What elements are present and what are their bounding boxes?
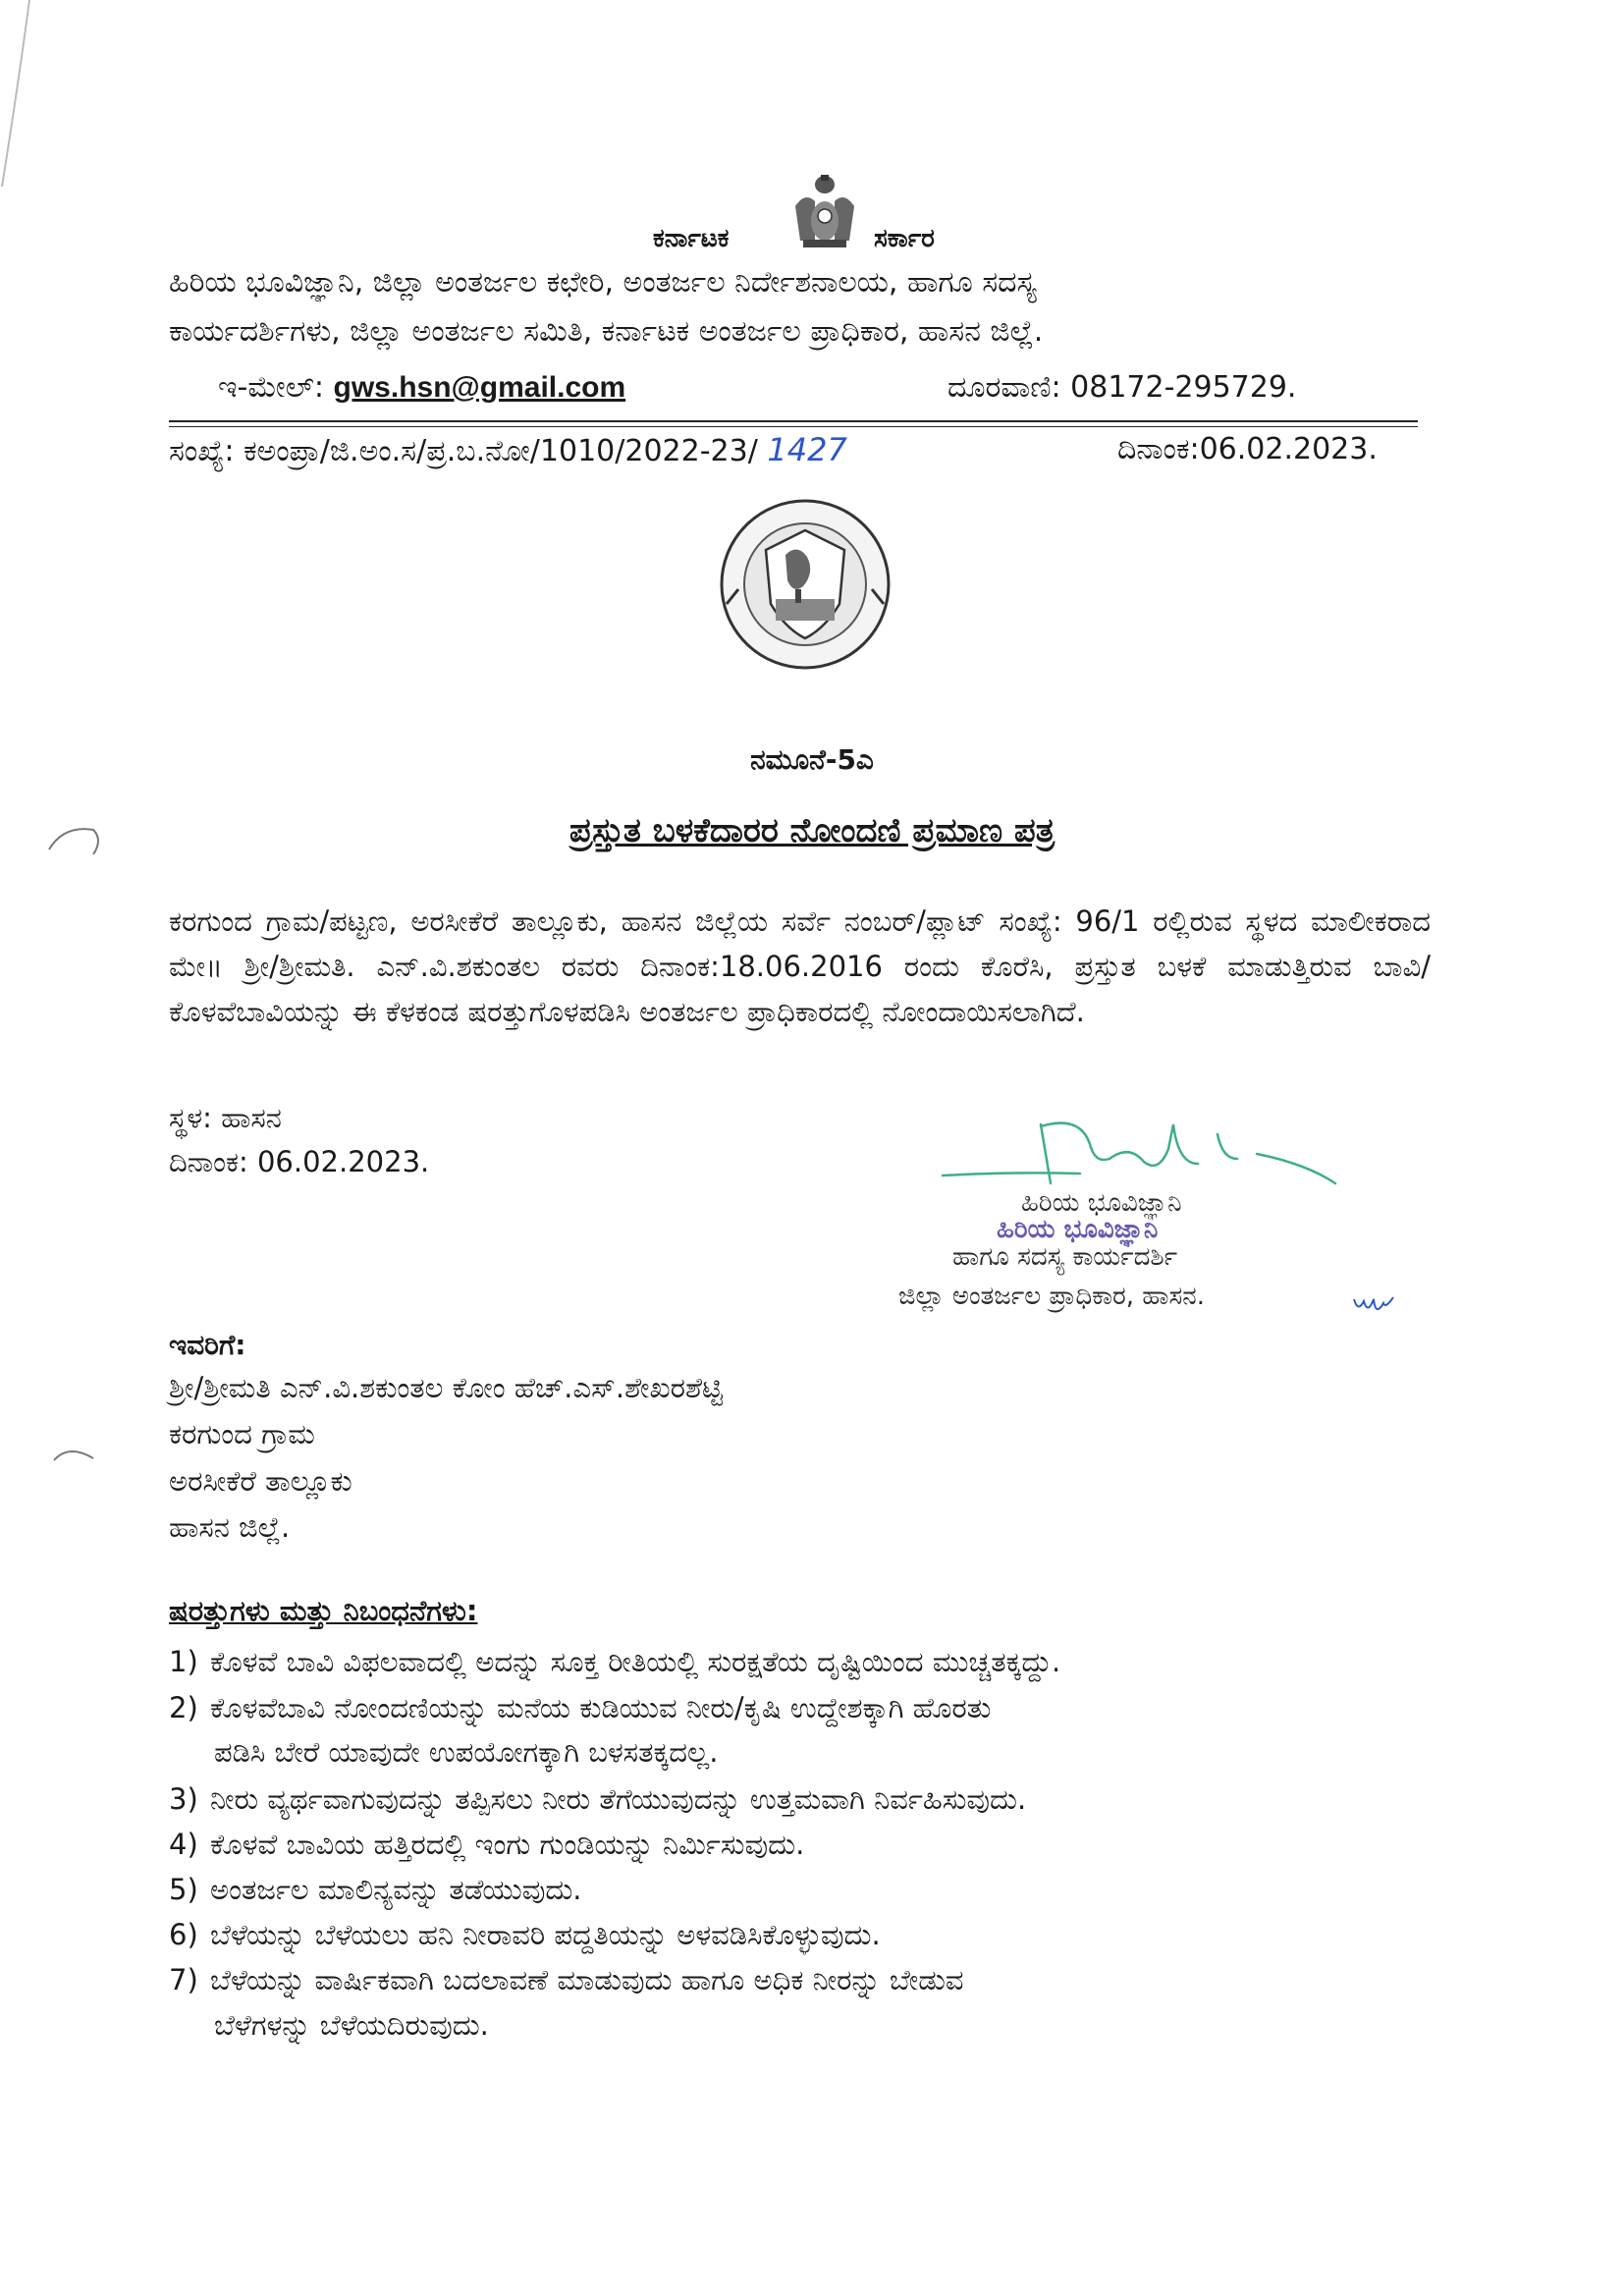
condition-item bbox=[169, 1686, 991, 1729]
place-value: ಹಾಸನ bbox=[221, 1101, 282, 1134]
cert-date-value: 06.02.2023. bbox=[256, 1145, 430, 1178]
letter-date-label: ದಿನಾಂಕ: bbox=[1117, 432, 1200, 466]
certificate-title bbox=[0, 811, 1624, 850]
ref-label: ಸಂಖ್ಯೆ: bbox=[169, 434, 235, 468]
ref-handwritten-number: 1427 bbox=[767, 431, 847, 468]
groundwater-authority-logo bbox=[717, 496, 893, 673]
condition-text: ಕೊಳವೆಬಾವಿ ನೋಂದಣಿಯನ್ನು ಮನೆಯ ಕುಡಿಯುವ ನೀರು/ಕೃಷಿ ಉದ್ದೇಶಕ್ಕಾಗಿ ಹೊರತು bbox=[210, 1691, 992, 1724]
condition-number: 5) bbox=[169, 1873, 198, 1906]
govt-name-right: ಸರ್ಕಾರ bbox=[874, 224, 935, 253]
condition-text: ಬೆಳೆಯನ್ನು ವಾರ್ಷಿಕವಾಗಿ ಬದಲಾವಣೆ ಮಾಡುವುದು ಹಾಗೂ ಅಧಿಕ ನೀರನ್ನು ಬೇಡುವ bbox=[210, 1963, 964, 1996]
condition-number: 6) bbox=[169, 1918, 198, 1951]
addressee-line: ಅರಸೀಕೆರೆ ತಾಲ್ಲೂಕು bbox=[169, 1464, 352, 1498]
condition-number: 4) bbox=[169, 1828, 198, 1861]
condition-item bbox=[169, 1640, 1060, 1683]
place-label: ಸ್ಥಳ: bbox=[169, 1101, 212, 1134]
letter-date bbox=[1117, 430, 1378, 469]
signatory-title-1: ಹಿರಿಯ ಭೂವಿಜ್ಞಾನಿ bbox=[1021, 1188, 1182, 1218]
signatory-title-2: ಹಾಗೂ ಸದಸ್ಯ ಕಾರ್ಯದರ್ಶಿ bbox=[952, 1242, 1178, 1272]
condition-text: ನೀರು ವ್ಯರ್ಥವಾಗುವುದನ್ನು ತಪ್ಪಿಸಲು ನೀರು ತೆಗೆಯುವುದನ್ನು ಉತ್ತಮವಾಗಿ ನಿರ್ವಹಿಸುವುದು. bbox=[210, 1782, 1027, 1816]
certificate-body: ಕರಗುಂದ ಗ್ರಾಮ/ಪಟ್ಟಣ, ಅರಸೀಕೆರೆ ತಾಲ್ಲೂಕು, ಹಾಸನ ಜಿಲ್ಲೆಯ ಸರ್ವೆ ನಂಬರ್/ಪ್ಲಾಟ್ ಸಂಖ್ಯೆ: 96/1 ರಲ್ಲಿರುವ ಸ್ಥಳದ ಮಾಲೀಕರಾದ ಮೇ॥ ಶ್ರೀ/ಶ್ರೀಮತಿ. ಎನ್.ವಿ.ಶಕುಂತಲ ರವರು ದಿನಾಂಕ:18.06.2016 ರಂದು ಕೊರೆಸಿ, ಪ್ರಸ್ತುತ ಬಳಕೆ ಮಾಡುತ್ತಿರುವ ಬಾವಿ/ಕೊಳವೆಬಾವಿಯನ್ನು ಈ ಕೆಳಕಂಡ ಷರತ್ತುಗೊಳಪಡಿಸಿ ಅಂತರ್ಜಲ ಪ್ರಾಧಿಕಾರದಲ್ಲಿ ನೋಂದಾಯಿಸಲಾಗಿದೆ. bbox=[169, 904, 1431, 1028]
condition-text: ಅಂತರ್ಜಲ ಮಾಲಿನ್ಯವನ್ನು ತಡೆಯುವುದು. bbox=[210, 1873, 582, 1906]
condition-number: 3) bbox=[169, 1782, 198, 1816]
punch-hole-mark bbox=[49, 1439, 98, 1468]
scan-edge-mark bbox=[0, 0, 59, 196]
addressee-line: ಕರಗುಂದ ಗ್ರಾಮ bbox=[169, 1417, 315, 1450]
form-number: ನಮೂನೆ-5ಎ bbox=[750, 743, 874, 776]
condition-continuation: ಪಡಿಸಿ ಬೇರೆ ಯಾವುದೇ ಉಪಯೋಗಕ್ಕಾಗಿ ಬಳಸತಕ್ಕದಲ್ಲ. bbox=[214, 1735, 719, 1769]
header-rule-thin bbox=[169, 426, 1418, 427]
reference-number bbox=[169, 430, 847, 471]
ref-value: ಕಅಂಪ್ರಾ/ಜಿ.ಅಂ.ಸ/ಪ್ರ.ಬ.ನೋ/1010/2022-23/ bbox=[244, 434, 758, 468]
addressee-line: ಹಾಸನ ಜಿಲ್ಲೆ. bbox=[169, 1510, 291, 1544]
condition-item bbox=[169, 1958, 964, 2001]
condition-number: 7) bbox=[169, 1963, 198, 1996]
initials-mark bbox=[1350, 1291, 1399, 1321]
condition-text: ಬೆಳೆಯನ್ನು ಬೆಳೆಯಲು ಹನಿ ನೀರಾವರಿ ಪದ್ದತಿಯನ್ನು ಅಳವಡಿಸಿಕೊಳ್ಳುವುದು. bbox=[210, 1918, 881, 1951]
phone-row bbox=[947, 368, 1296, 408]
condition-item bbox=[169, 1868, 582, 1911]
email-link[interactable]: gws.hsn@gmail.com bbox=[333, 371, 626, 404]
email-label: ಇ-ಮೇಲ್: bbox=[218, 370, 324, 405]
office-line-2: ಕಾರ್ಯದರ್ಶಿಗಳು, ಜಿಲ್ಲಾ ಅಂತರ್ಜಲ ಸಮಿತಿ, ಕರ್ನಾಟಕ ಅಂತರ್ಜಲ ಪ್ರಾಧಿಕಾರ, ಹಾಸನ ಜಿಲ್ಲೆ. bbox=[169, 314, 1044, 349]
header-rule bbox=[169, 420, 1418, 422]
karnataka-emblem-icon bbox=[776, 167, 874, 255]
condition-text: ಕೊಳವೆ ಬಾವಿಯ ಹತ್ತಿರದಲ್ಲಿ ಇಂಗು ಗುಂಡಿಯನ್ನು ನಿರ್ಮಿಸುವುದು. bbox=[210, 1828, 805, 1861]
phone-label: ದೂರವಾಣಿ: bbox=[947, 370, 1061, 405]
condition-continuation: ಬೆಳೆಗಳನ್ನು ಬೆಳೆಯದಿರುವುದು. bbox=[214, 2008, 489, 2042]
condition-item bbox=[169, 1777, 1026, 1821]
cert-date-label: ದಿನಾಂಕ: bbox=[169, 1145, 248, 1178]
condition-item bbox=[169, 1823, 804, 1866]
addressee-line: ಶ್ರೀ/ಶ್ರೀಮತಿ ಎನ್.ವಿ.ಶಕುಂತಲ ಕೋಂ ಹೆಚ್.ಎಸ್.ಶೇಖರಶೆಟ್ಟಿ bbox=[169, 1371, 724, 1404]
cert-date-row bbox=[169, 1142, 429, 1181]
condition-number: 1) bbox=[169, 1645, 198, 1678]
letter-date-value: 06.02.2023. bbox=[1199, 432, 1378, 466]
email-row bbox=[218, 368, 625, 408]
condition-text: ಕೊಳವೆ ಬಾವಿ ವಿಫಲವಾದಲ್ಲಿ ಅದನ್ನು ಸೂಕ್ತ ರೀತಿಯಲ್ಲಿ ಸುರಕ್ಷತೆಯ ದೃಷ್ಟಿಯಿಂದ ಮುಚ್ಚತಕ್ಕದ್ದು. bbox=[210, 1645, 1061, 1678]
conditions-heading: ಷರತ್ತುಗಳು ಮತ್ತು ನಿಬಂಧನೆಗಳು: bbox=[169, 1594, 478, 1627]
govt-name-left: ಕರ್ನಾಟಕ bbox=[653, 224, 730, 253]
addressee-heading: ಇವರಿಗೆ: bbox=[169, 1329, 246, 1361]
condition-item bbox=[169, 1913, 881, 1956]
signatory-title-3: ಜಿಲ್ಲಾ ಅಂತರ್ಜಲ ಪ್ರಾಧಿಕಾರ, ಹಾಸನ. bbox=[898, 1282, 1206, 1311]
condition-number: 2) bbox=[169, 1691, 198, 1724]
certificate-title-text: ಪ್ರಸ್ತುತ ಬಳಕೆದಾರರ ನೋಂದಣಿ ಪ್ರಮಾಣ ಪತ್ರ bbox=[568, 811, 1056, 850]
phone-number: 08172-295729. bbox=[1070, 370, 1297, 405]
stamp-title: ಹಿರಿಯ ಭೂವಿಜ್ಞಾನಿ bbox=[997, 1215, 1159, 1244]
place-row bbox=[169, 1098, 282, 1137]
office-line-1: ಹಿರಿಯ ಭೂವಿಜ್ಞಾನಿ, ಜಿಲ್ಲಾ ಅಂತರ್ಜಲ ಕಛೇರಿ, ಅಂತರ್ಜಲ ನಿರ್ದೇಶನಾಲಯ, ಹಾಗೂ ಸದಸ್ಯ bbox=[169, 265, 1037, 300]
handwritten-signature bbox=[933, 1105, 1345, 1193]
